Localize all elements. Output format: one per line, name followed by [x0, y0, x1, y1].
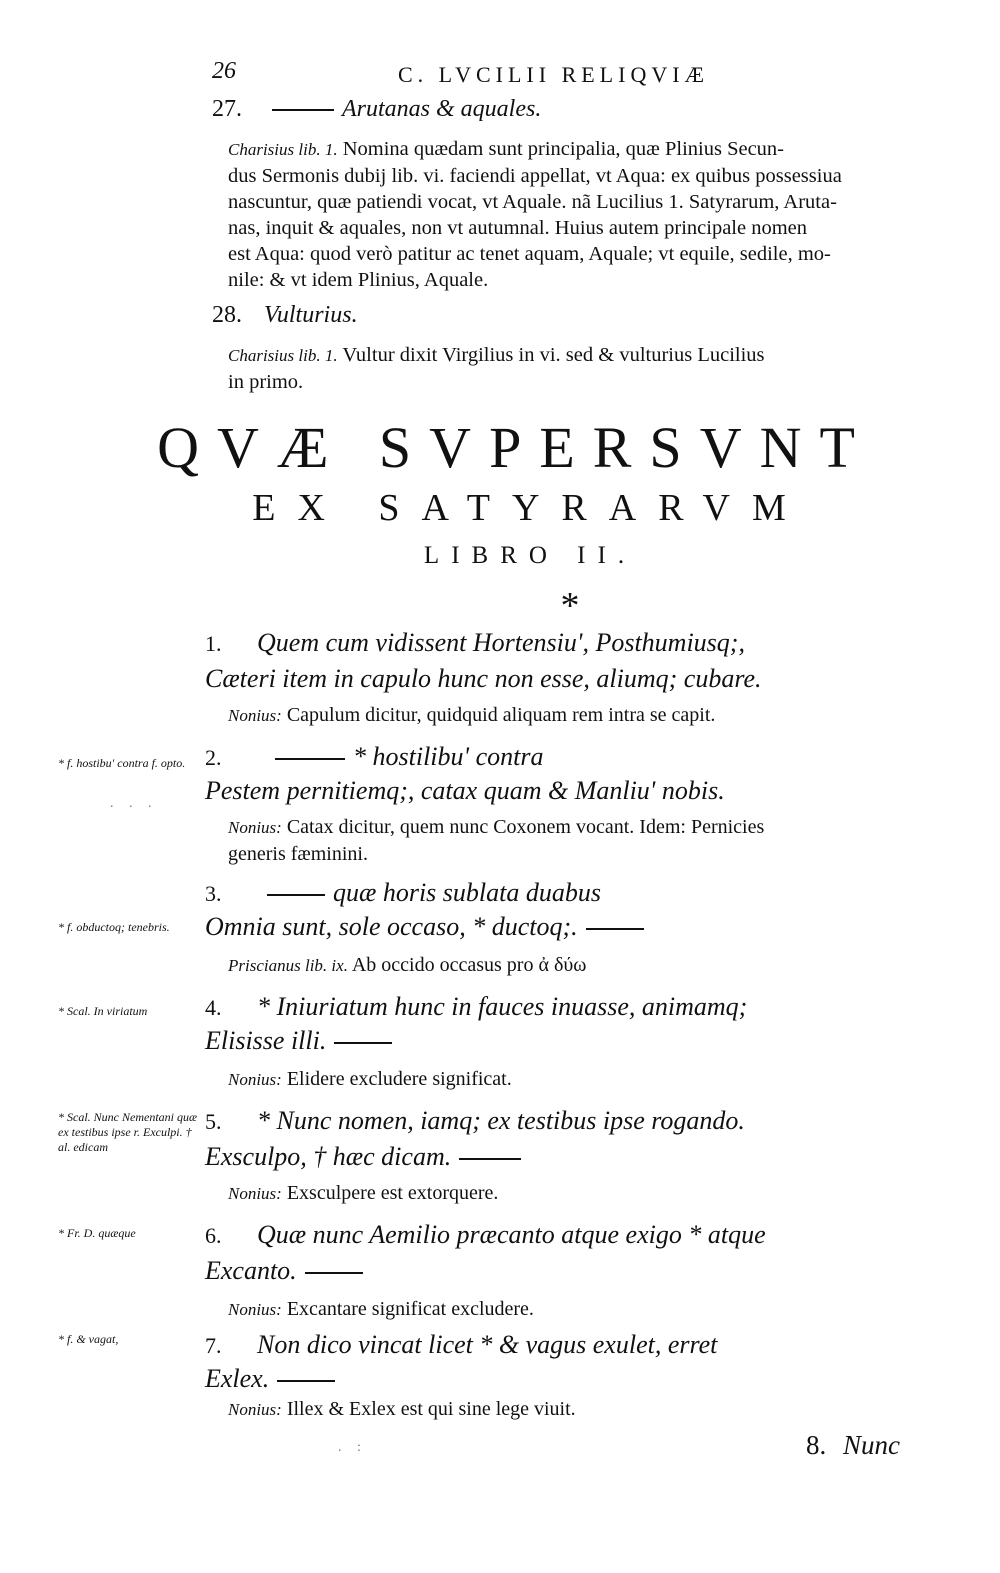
verse-1-line1 [205, 628, 745, 658]
fragment-lemma: Arutanas & aquales. [342, 96, 542, 122]
source-citation: Nonius: [228, 1400, 282, 1419]
note-text: generis fæminini. [228, 843, 368, 865]
verse-7-line2 [205, 1364, 343, 1394]
verse-6-line2 [205, 1256, 371, 1286]
dash-rule [267, 894, 325, 896]
verse-text: Exlex. [205, 1364, 270, 1393]
fragment-27-commentary [228, 136, 923, 293]
commentary-line: nile: & vt idem Plinius, Aquale. [228, 269, 489, 291]
note-text: Exsculpere est extorquere. [286, 1182, 499, 1204]
verse-number: 3. [205, 881, 222, 906]
commentary-line: in primo. [228, 371, 304, 393]
catchword [806, 1430, 900, 1461]
fragment-number: 27. [212, 96, 242, 122]
ornament-asterisk: * [560, 585, 580, 627]
fragment-lemma: Vulturius. [264, 302, 358, 328]
verse-7-note [228, 1396, 918, 1423]
margin-note-5: * Scal. Nunc Nementani quæ ex testibus ipse r. Exculpi. † al. edicam [58, 1110, 197, 1154]
running-title: C. LVCILII RELIQVIÆ [398, 62, 710, 87]
margin-note-2: * f. hostibu' contra f. opto. [58, 756, 186, 770]
note-text: Excantare significat excludere. [286, 1298, 534, 1320]
verse-5-line1 [205, 1106, 745, 1136]
commentary-line: nascuntur, quæ patiendi vocat, vt Aquale. nã Lucilius 1. Satyrarum, Aruta- [228, 191, 837, 213]
margin-note-3: * f. obductoq; tenebris. [58, 920, 170, 934]
commentary-line: Vultur dixit Virgilius in vi. sed & vulturius Lucilius [342, 344, 765, 366]
verse-text: * Nunc nomen, iamq; ex testibus ipse rogando. [257, 1106, 745, 1135]
verse-text: quæ horis sublata duabus [333, 878, 601, 907]
source-citation: Charisius lib. 1. [228, 140, 338, 159]
source-citation: Nonius: [228, 1070, 282, 1089]
verse-text: * hostilibu' contra [353, 742, 544, 771]
verse-3-line1 [205, 878, 601, 908]
dash-rule [305, 1272, 363, 1274]
verse-1-note [228, 702, 918, 729]
page-number: 26 [212, 58, 236, 84]
section-title-line1: QVÆ SVPERSVNT [157, 415, 873, 480]
source-citation: Nonius: [228, 1300, 282, 1319]
fragment-28-commentary [228, 342, 923, 395]
margin-note-4: * Scal. In viriatum [58, 1004, 148, 1018]
bottom-dots: . : [338, 1440, 367, 1455]
dash-rule [334, 1042, 392, 1044]
verse-text: Excanto. [205, 1256, 297, 1285]
catchword-number: 8. [806, 1430, 827, 1460]
source-citation: Priscianus lib. ix. [228, 956, 348, 975]
verse-2-note [228, 814, 918, 867]
verse-number: 5. [205, 1109, 222, 1134]
note-text: Ab occido occasus pro ἀ δύω [351, 954, 587, 976]
verse-text: * Iniuriatum hunc in fauces inuasse, animamq; [257, 992, 748, 1021]
verse-number: 4. [205, 995, 222, 1020]
verse-3-line2 [205, 912, 652, 942]
verse-4-note [228, 1066, 918, 1093]
verse-text: Non dico vincat licet * & vagus exulet, erret [257, 1330, 718, 1359]
source-citation: Nonius: [228, 706, 282, 725]
fragment-27-heading [212, 96, 541, 123]
verse-2-line1 [205, 742, 543, 772]
verse-number: 1. [205, 631, 222, 656]
fragment-number: 28. [212, 302, 242, 328]
dash-rule [459, 1158, 521, 1160]
verse-text: Quem cum vidissent Hortensiu', Posthumiusq;, [257, 628, 745, 657]
commentary-line: est Aqua: quod verò patitur ac tenet aquam, Aquale; vt equile, sedile, mo- [228, 243, 831, 265]
verse-5-line2 [205, 1142, 529, 1172]
dash-rule [277, 1380, 335, 1382]
verse-2-line2: Pestem pernitiemq;, catax quam & Manliu' nobis. [205, 776, 725, 805]
commentary-line: dus Sermonis dubij lib. vi. faciendi appellat, vt Aqua: ex quibus possessiua [228, 165, 842, 187]
margin-dots: . . . [110, 796, 158, 811]
verse-4-line2 [205, 1026, 400, 1056]
source-citation: Nonius: [228, 818, 282, 837]
verse-text: Omnia sunt, sole occaso, * ductoq;. [205, 912, 578, 941]
dash-rule [586, 928, 644, 930]
verse-7-line1 [205, 1330, 717, 1360]
verse-number: 7. [205, 1333, 222, 1358]
verse-5-note [228, 1180, 918, 1207]
verse-3-note [228, 952, 918, 979]
verse-6-line1 [205, 1220, 766, 1250]
note-text: Illex & Exlex est qui sine lege viuit. [286, 1398, 576, 1420]
margin-note-6: * Fr. D. quæque [58, 1226, 136, 1240]
catchword-word: Nunc [843, 1430, 900, 1460]
verse-number: 2. [205, 745, 222, 770]
fragment-28-heading [212, 302, 358, 329]
verse-text: Exsculpo, † hæc dicam. [205, 1142, 452, 1171]
margin-note-7: * f. & vagat, [58, 1332, 119, 1346]
verse-6-note [228, 1296, 918, 1323]
source-citation: Charisius lib. 1. [228, 346, 338, 365]
note-text: Elidere excludere significat. [286, 1068, 512, 1090]
note-text: Capulum dicitur, quidquid aliquam rem intra se capit. [286, 704, 716, 726]
verse-number: 6. [205, 1223, 222, 1248]
verse-text: Quæ nunc Aemilio præcanto atque exigo * atque [257, 1220, 766, 1249]
verse-4-line1 [205, 992, 747, 1022]
verse-text: Elisisse illi. [205, 1026, 327, 1055]
dash-rule [275, 758, 345, 760]
dash-rule [272, 109, 334, 111]
note-text: Catax dicitur, quem nunc Coxonem vocant. Idem: Pernicies [286, 816, 765, 838]
verse-1-line2: Cæteri item in capulo hunc non esse, aliumq; cubare. [205, 664, 762, 693]
source-citation: Nonius: [228, 1184, 282, 1203]
commentary-line: nas, inquit & aquales, non vt autumnal. Huius autem principale nomen [228, 217, 808, 239]
section-title-line3: LIBRO II. [423, 542, 637, 569]
commentary-line: Nomina quædam sunt principalia, quæ Plinius Secun- [342, 138, 784, 160]
section-title-line2: EX SATYRARVM [252, 487, 808, 529]
